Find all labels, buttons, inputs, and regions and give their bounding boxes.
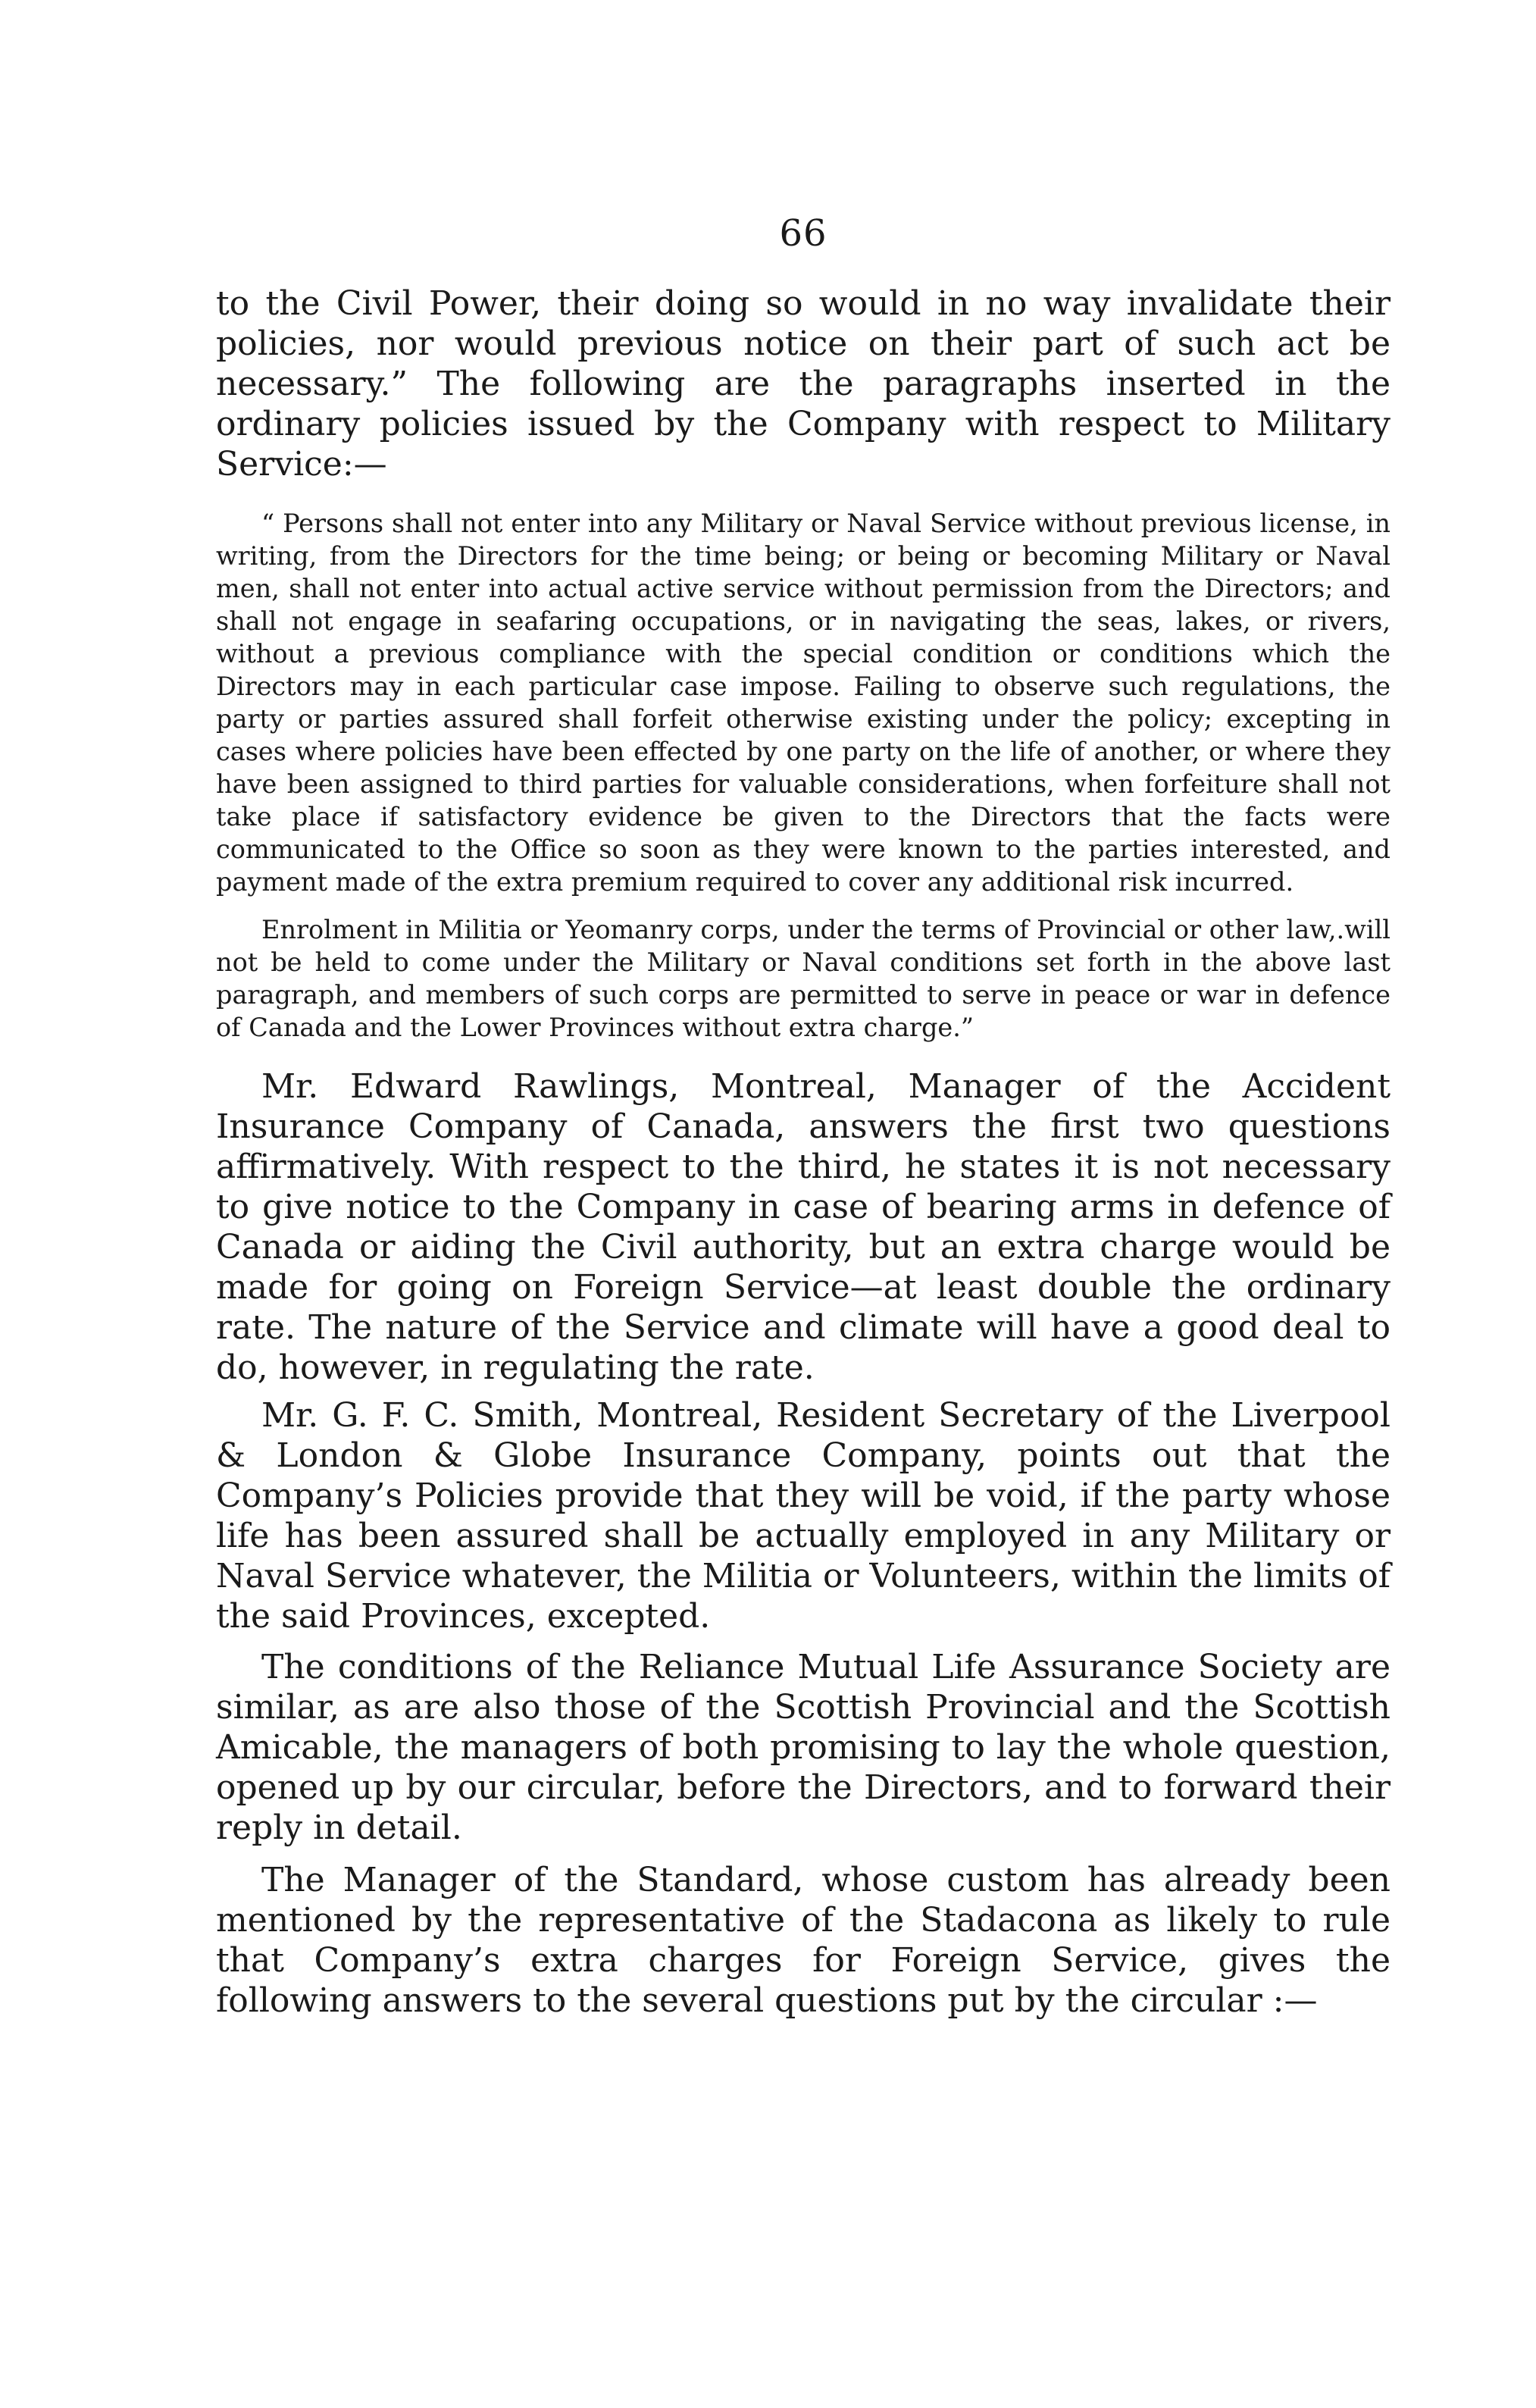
paragraph-civil-power: to the Civil Power, their doing so would in no way invalidate their policies, nor would previous notice on their part of such act be necessary.” The following are the paragraphs inserted in the ordinary policies issued by the Company with respect to Military Service:— [216,284,1391,484]
paragraph-standard: The Manager of the Standard, whose custom has already been mentioned by the representative of the Stadacona as likely to rule that Company’s extra charges for Foreign Service, gives the following answers to the several questions put by the circular :— [216,1861,1391,2020]
quoted-policy-clause-militia: Enrolment in Militia or Yeomanry corps, under the terms of Provincial or other law,.will not be held to come under the Military or Naval conditions set forth in the above last paragraph, and members of such corps are permitted to serve in peace or war in defence of Canada and the Lower Provinces without extra charge.” [216,915,1391,1042]
page-number: 66 [779,212,827,255]
paragraph-smith: Mr. G. F. C. Smith, Montreal, Resident Secretary of the Liverpool & London & Globe Insurance Company, points out that the Company’s Policies provide that they will be void, if the party whose life has been assured shall be actually employed in any Military or Naval Service whatever, the Militia or Volunteers, within the limits of the said Provinces, excepted. [216,1396,1391,1636]
paragraph-rawlings: Mr. Edward Rawlings, Montreal, Manager of the Accident Insurance Company of Canada, answers the first two questions affirmatively. With respect to the third, he states it is not necessary to give notice to the Company in case of bearing arms in defence of Canada or aiding the Civil authority, but an extra charge would be made for going on Foreign Service—at least double the ordinary rate. The nature of the Service and climate will have a good deal to do, however, in regulating the rate. [216,1067,1391,1387]
paragraph-reliance: The conditions of the Reliance Mutual Life Assurance Society are similar, as are also those of the Scottish Provincial and the Scottish Amicable, the managers of both promising to lay the whole question, opened up by our circular, before the Directors, and to forward their reply in detail. [216,1648,1391,1847]
document-page [216,212,1391,2021]
quoted-policy-clause-military: “ Persons shall not enter into any Military or Naval Service without previous license, in writing, from the Directors for the time being; or being or becoming Military or Naval men, shall not enter into actual active service without permission from the Directors; and shall not engage in seafaring occupations, or in navigating the seas, lakes, or rivers, without a previous compliance with the special condition or conditions which the Directors may in each particular case impose. Failing to observe such regulations, the party or parties assured shall forfeit otherwise existing under the policy; excepting in cases where policies have been effected by one party on the life of another, or where they have been assigned to third parties for valuable considerations, when forfeiture shall not take place if satisfactory evidence be given to the Directors that the facts were communicated to the Office so soon as they were known to the parties interested, and payment made of the extra premium required to cover any additional risk incurred. [216,509,1391,897]
